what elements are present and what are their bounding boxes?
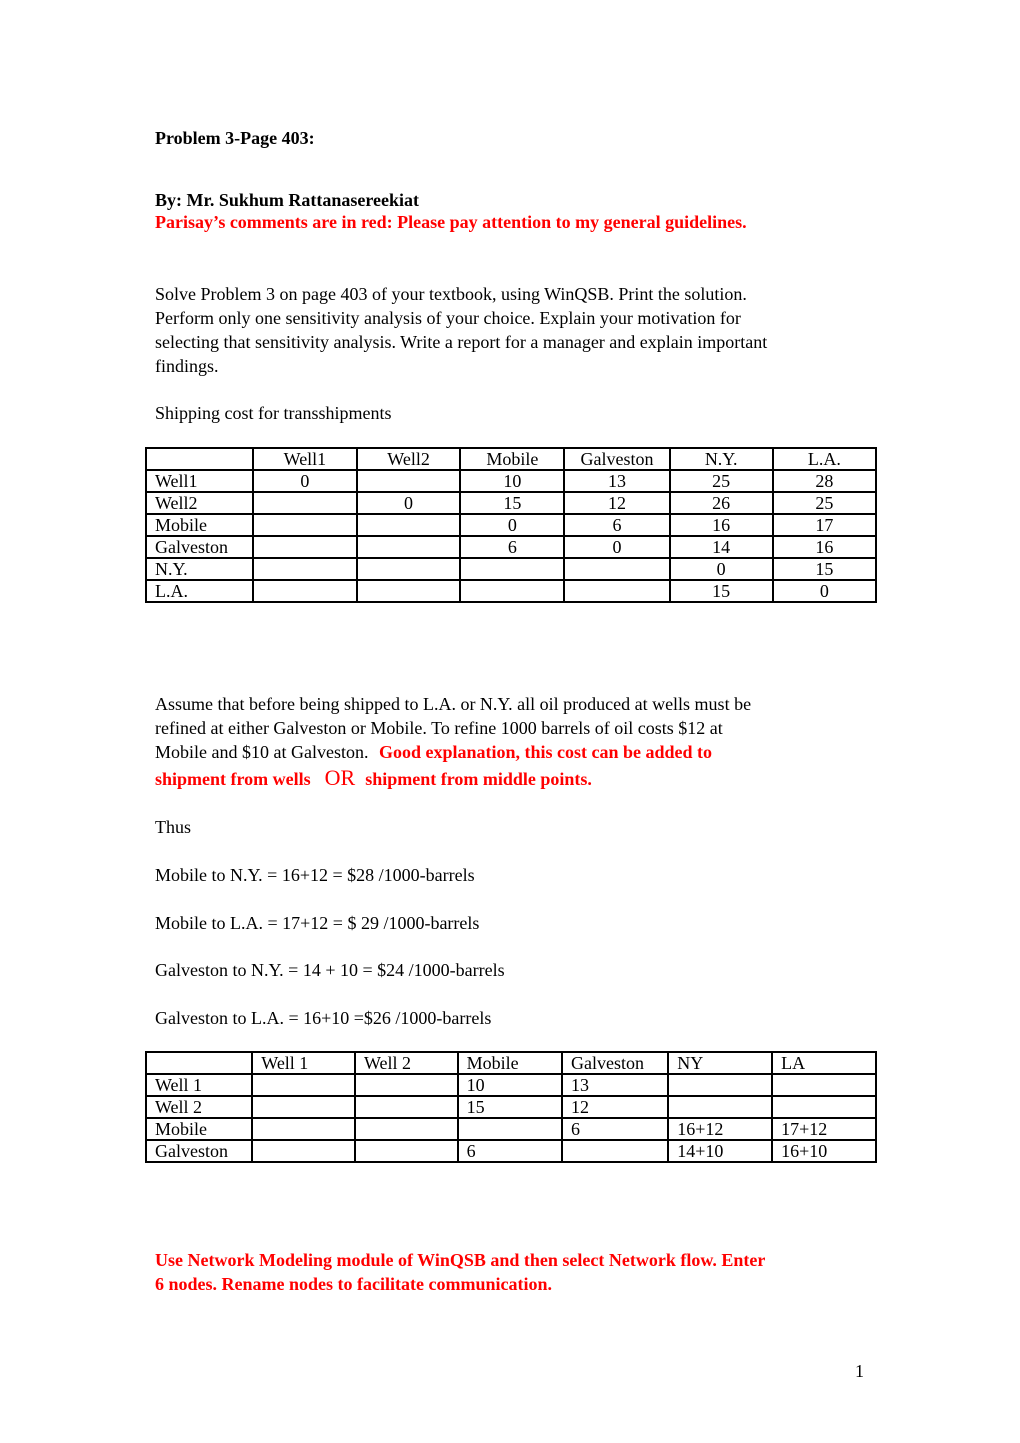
table2-cell: 16+10 [772, 1140, 876, 1162]
table-row [146, 1074, 876, 1096]
table2-cell [355, 1140, 458, 1162]
table1-cell: 14 [670, 536, 773, 558]
table2-header-cell: Well 2 [355, 1052, 458, 1074]
table1-row-label: Well2 [146, 492, 253, 514]
table-row [146, 536, 876, 558]
table1-cell [253, 558, 357, 580]
table1-cell [564, 558, 669, 580]
table1-cell: 0 [773, 580, 876, 602]
table-row [146, 1118, 876, 1140]
table1-cell [357, 514, 461, 536]
table2-cell: 15 [458, 1096, 562, 1118]
table2-cell: 16+12 [668, 1118, 772, 1140]
table1-cell: 6 [564, 514, 669, 536]
table2-cell [355, 1118, 458, 1140]
table1-cell: 0 [460, 514, 564, 536]
assume-line-2: refined at either Galveston or Mobile. To refine 1000 barrels of oil costs $12 at [155, 718, 723, 738]
table1-header-cell: N.Y. [670, 448, 773, 470]
table1-cell: 15 [460, 492, 564, 514]
assume-line-3 [155, 741, 712, 763]
table1-cell: 17 [773, 514, 876, 536]
instructor-comment-3b: 6 nodes. Rename nodes to facilitate communication. [155, 1274, 552, 1294]
table-row [146, 580, 876, 602]
table2-header-row [146, 1052, 876, 1074]
table1-row-label: Well1 [146, 470, 253, 492]
table1-header-cell: L.A. [773, 448, 876, 470]
table1-cell [253, 580, 357, 602]
table2-cell [355, 1096, 458, 1118]
table2-cell [355, 1074, 458, 1096]
table1-cell [460, 580, 564, 602]
table1-cell [357, 580, 461, 602]
table1-caption: Shipping cost for transshipments [155, 403, 392, 423]
table1-cell: 10 [460, 470, 564, 492]
table2-header-cell: Well 1 [252, 1052, 355, 1074]
calc-galveston-la: Galveston to L.A. = 16+10 =$26 /1000-barrels [155, 1008, 492, 1028]
table1-row-label: Galveston [146, 536, 253, 558]
author-line: By: Mr. Sukhum Rattanasereekiat [155, 190, 420, 210]
table1-cell: 0 [564, 536, 669, 558]
task-line-3: selecting that sensitivity analysis. Write a report for a manager and explain important [155, 332, 768, 352]
table2-cell [668, 1096, 772, 1118]
table2-row-label: Well 2 [146, 1096, 252, 1118]
table2-cell [252, 1140, 355, 1162]
table2-cell [668, 1074, 772, 1096]
table2-cell [458, 1118, 562, 1140]
table1-cell [564, 580, 669, 602]
table1-row-label: Mobile [146, 514, 253, 536]
table2-header-cell: LA [772, 1052, 876, 1074]
table1-cell: 13 [564, 470, 669, 492]
table-row [146, 514, 876, 536]
table1-cell: 16 [773, 536, 876, 558]
table2-cell: 12 [562, 1096, 668, 1118]
table2-cell: 6 [458, 1140, 562, 1162]
instructor-comment-3a: Use Network Modeling module of WinQSB and then select Network flow. Enter [155, 1250, 766, 1270]
table1-cell [253, 492, 357, 514]
table1-cell [357, 558, 461, 580]
adjusted-cost-table [145, 1051, 877, 1163]
table1-header-cell: Well1 [253, 448, 357, 470]
table2-cell [252, 1074, 355, 1096]
table2-cell: 14+10 [668, 1140, 772, 1162]
table1-row-label: L.A. [146, 580, 253, 602]
table1-cell [253, 514, 357, 536]
table2-cell [772, 1074, 876, 1096]
table2-header-cell: Mobile [458, 1052, 562, 1074]
task-line-1: Solve Problem 3 on page 403 of your textbook, using WinQSB. Print the solution. [155, 284, 747, 304]
table1-header-cell [146, 448, 253, 470]
table1-cell: 28 [773, 470, 876, 492]
table-row [146, 470, 876, 492]
thus-line: Thus [155, 817, 191, 837]
table-row [146, 1096, 876, 1118]
table1-cell: 15 [670, 580, 773, 602]
table1-cell: 25 [773, 492, 876, 514]
table1-cell: 16 [670, 514, 773, 536]
table2-cell [772, 1096, 876, 1118]
table2-header-cell [146, 1052, 252, 1074]
instructor-comment-2a: Good explanation, this cost can be added to [378, 742, 713, 762]
table1-cell [253, 536, 357, 558]
table1-cell: 26 [670, 492, 773, 514]
table1-header-cell: Mobile [460, 448, 564, 470]
table1-cell: 15 [773, 558, 876, 580]
table2-header-cell: NY [668, 1052, 772, 1074]
table1-cell: 0 [357, 492, 461, 514]
calc-mobile-la: Mobile to L.A. = 17+12 = $ 29 /1000-barrels [155, 913, 480, 933]
comment-2-or: OR [324, 765, 356, 790]
table1-cell: 25 [670, 470, 773, 492]
instructor-comment-1: Parisay’s comments are in red: Please pay attention to my general guidelines. [155, 212, 747, 232]
table1-cell: 12 [564, 492, 669, 514]
table2-cell: 13 [562, 1074, 668, 1096]
table1-cell [357, 536, 461, 558]
table2-cell: 10 [458, 1074, 562, 1096]
assume-line-1: Assume that before being shipped to L.A. or N.Y. all oil produced at wells must be [155, 694, 752, 714]
calc-mobile-ny: Mobile to N.Y. = 16+12 = $28 /1000-barrels [155, 865, 475, 885]
table1-cell: 6 [460, 536, 564, 558]
table2-cell [562, 1140, 668, 1162]
table1-header-cell: Galveston [564, 448, 669, 470]
page-number: 1 [855, 1361, 864, 1381]
table1-cell: 0 [670, 558, 773, 580]
table2-cell: 6 [562, 1118, 668, 1140]
table1-header-cell: Well2 [357, 448, 461, 470]
table2-row-label: Well 1 [146, 1074, 252, 1096]
table2-row-label: Mobile [146, 1118, 252, 1140]
table1-cell: 0 [253, 470, 357, 492]
table2-header-cell: Galveston [562, 1052, 668, 1074]
table1-header-row [146, 448, 876, 470]
task-line-2: Perform only one sensitivity analysis of your choice. Explain your motivation for [155, 308, 741, 328]
table1-cell [460, 558, 564, 580]
table1-row-label: N.Y. [146, 558, 253, 580]
shipping-cost-table [145, 447, 877, 603]
table-row [146, 558, 876, 580]
table1-cell [357, 470, 461, 492]
table2-cell [252, 1096, 355, 1118]
assume-line-3-text: Mobile and $10 at Galveston. [155, 742, 369, 762]
table2-cell: 17+12 [772, 1118, 876, 1140]
table2-row-label: Galveston [146, 1140, 252, 1162]
table2-cell [252, 1118, 355, 1140]
calc-galveston-ny: Galveston to N.Y. = 14 + 10 = $24 /1000-barrels [155, 960, 505, 980]
table-row [146, 492, 876, 514]
comment-2-part2: shipment from middle points. [365, 769, 592, 789]
instructor-comment-2b [155, 767, 592, 790]
table-row [146, 1140, 876, 1162]
task-line-4: findings. [155, 356, 219, 376]
problem-title: Problem 3-Page 403: [155, 128, 315, 148]
comment-2-part1: shipment from wells [155, 769, 311, 789]
